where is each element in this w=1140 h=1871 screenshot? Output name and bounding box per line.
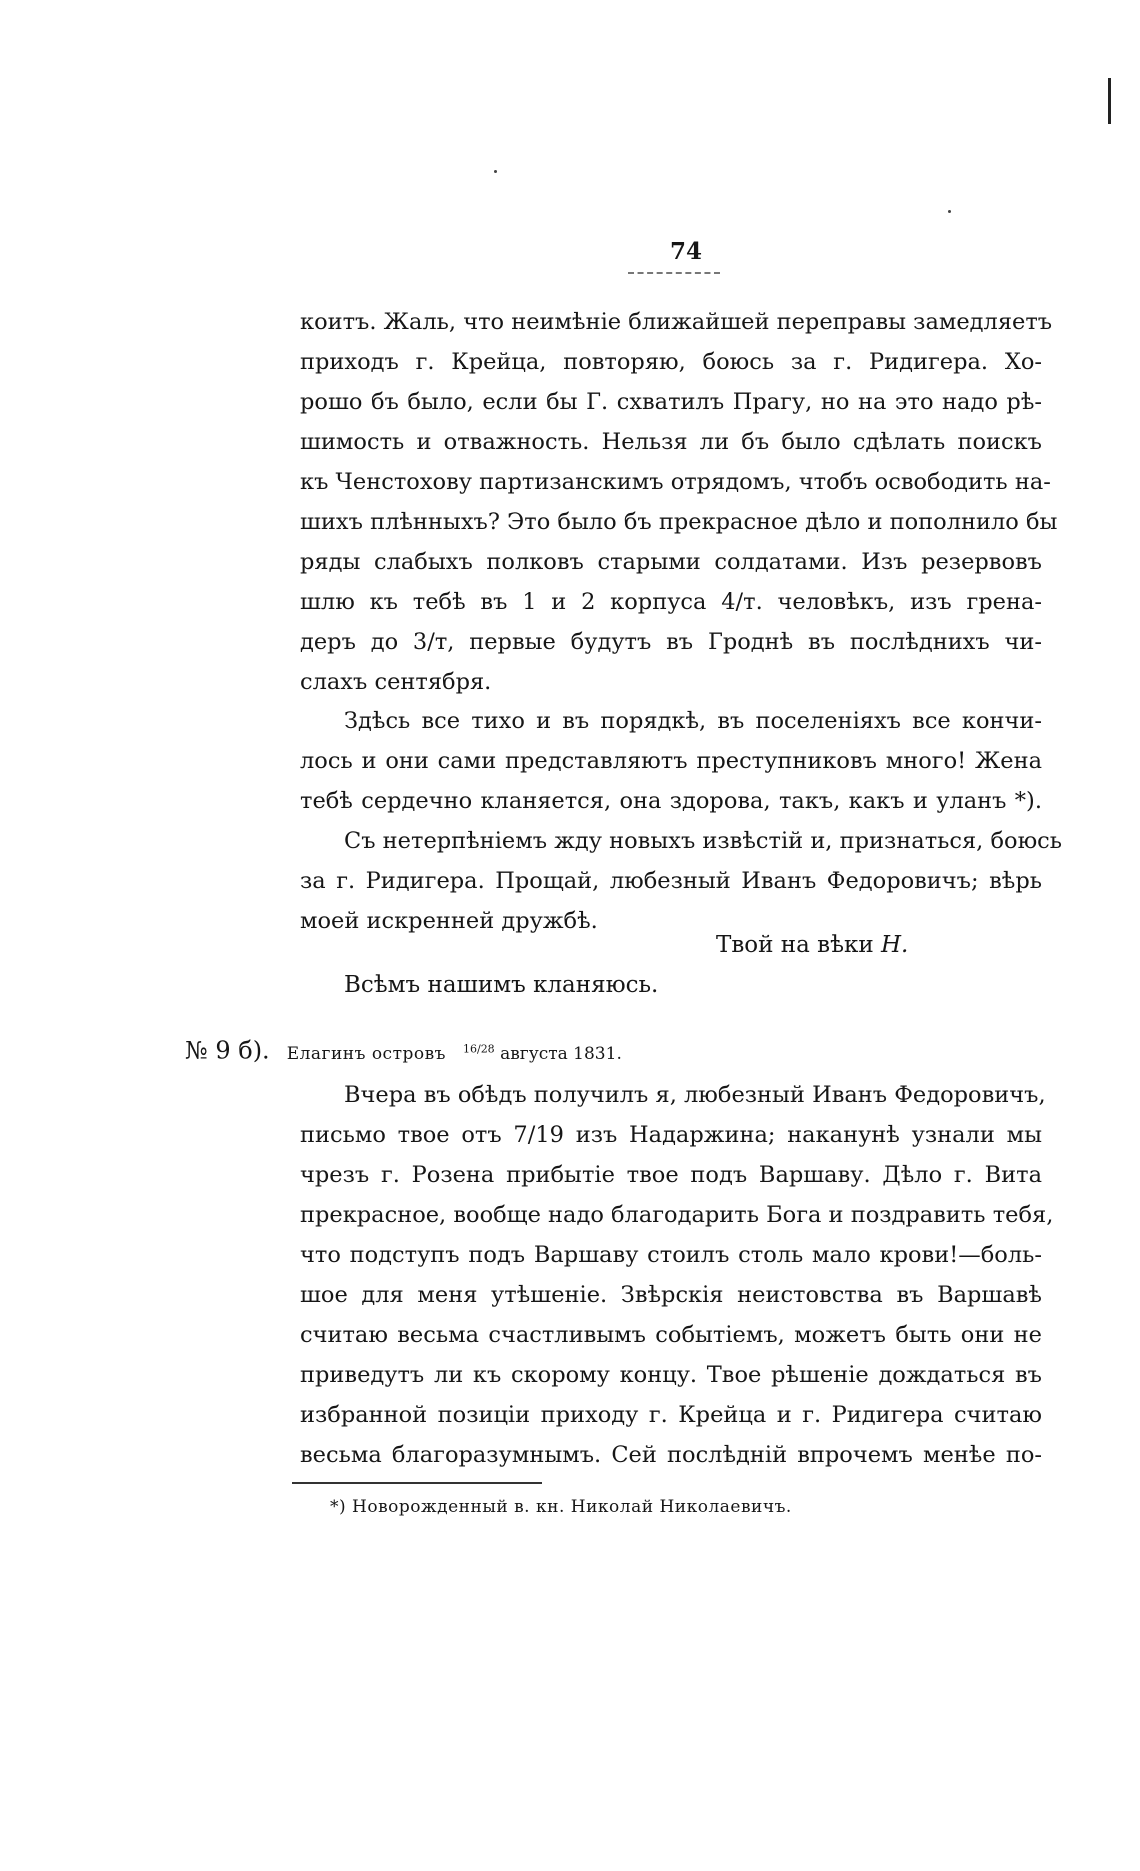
text-line: къ Ченстохову партизанскимъ отрядомъ, чтобъ освободить на-	[300, 469, 1051, 495]
signature-initial: Н.	[880, 932, 909, 958]
paragraph-continued	[300, 302, 1058, 702]
document-header	[185, 1031, 622, 1072]
closing-regards: Всѣмъ нашимъ кланяюсь.	[344, 972, 659, 998]
letter-signature	[716, 925, 908, 965]
text-line: ряды слабыхъ полковъ старыми солдатами. Изъ резервовъ	[300, 549, 1042, 575]
paragraph-letter-9b	[300, 1075, 1054, 1475]
text-line: письмо твое отъ 7/19 изъ Надаржина; наканунѣ узнали мы	[300, 1122, 1042, 1148]
text-line: тебѣ сердечно кланяется, она здорова, такъ, какъ и уланъ *).	[300, 788, 1042, 814]
text-line: Вчера въ обѣдъ получилъ я, любезный Иванъ Федоровичъ,	[344, 1082, 1046, 1108]
text-line: шихъ плѣнныхъ? Это было бъ прекрасное дѣло и пополнило бы	[300, 509, 1058, 535]
text-line: приведутъ ли къ скорому концу. Твое рѣшеніе дождаться въ	[300, 1362, 1042, 1388]
text-line: моей искренней дружбѣ.	[300, 908, 598, 934]
page-number-underline	[628, 272, 720, 274]
date-rest: августа 1831.	[500, 1043, 622, 1064]
text-line: что подступъ подъ Варшаву стоилъ столь мало крови!—боль-	[300, 1242, 1042, 1268]
text-line: шое для меня утѣшеніе. Звѣрскія неистовства въ Варшавѣ	[300, 1282, 1042, 1308]
text-line: Съ нетерпѣніемъ жду новыхъ извѣстій и, признаться, боюсь	[344, 828, 1063, 854]
footnote: *) Новорожденный в. кн. Николай Николаевичъ.	[330, 1497, 792, 1517]
scan-edge-mark	[1108, 78, 1111, 124]
text-line: лось и они сами представляютъ преступниковъ много! Жена	[300, 748, 1042, 774]
text-line: весьма благоразумнымъ. Сей послѣдній впрочемъ менѣе по-	[300, 1442, 1042, 1468]
scan-speck	[494, 170, 497, 173]
document-place: Елагинъ островъ	[286, 1043, 446, 1064]
text-line: коитъ. Жаль, что неимѣніе ближайшей переправы замедляетъ	[300, 309, 1053, 335]
document-number: № 9 б).	[185, 1036, 270, 1065]
text-line: слахъ сентября.	[300, 669, 492, 695]
document-date	[463, 1044, 622, 1064]
text-line: деръ до 3/т, первые будутъ въ Гроднѣ въ послѣднихъ чи-	[300, 629, 1042, 655]
page-number: 74	[669, 238, 702, 265]
text-line: Здѣсь все тихо и въ порядкѣ, въ поселеніяхъ все кончи-	[344, 708, 1042, 734]
footnote-rule	[292, 1482, 542, 1484]
paragraph-news	[300, 701, 1063, 941]
signature-text: Твой на вѣки	[716, 932, 874, 958]
text-line: за г. Ридигера. Прощай, любезный Иванъ Федоровичъ; вѣрь	[300, 868, 1042, 894]
text-line: шлю къ тебѣ въ 1 и 2 корпуса 4/т. человѣкъ, изъ грена-	[300, 589, 1042, 615]
date-fraction: 16/28	[462, 1042, 495, 1055]
text-line: считаю весьма счастливымъ событіемъ, можетъ быть они не	[300, 1322, 1042, 1348]
scan-speck	[948, 210, 951, 213]
text-line: избранной позиціи приходу г. Крейца и г. Ридигера считаю	[300, 1402, 1042, 1428]
text-line: прекрасное, вообще надо благодарить Бога и поздравить тебя,	[300, 1202, 1054, 1228]
text-line: шимость и отважность. Нельзя ли бъ было сдѣлать поискъ	[300, 429, 1042, 455]
text-line: приходъ г. Крейца, повторяю, боюсь за г. Ридигера. Хо-	[300, 349, 1042, 375]
text-line: чрезъ г. Розена прибытіе твое подъ Варшаву. Дѣло г. Вита	[300, 1162, 1042, 1188]
text-line: рошо бъ было, если бы Г. схватилъ Прагу, но на это надо рѣ-	[300, 389, 1042, 415]
